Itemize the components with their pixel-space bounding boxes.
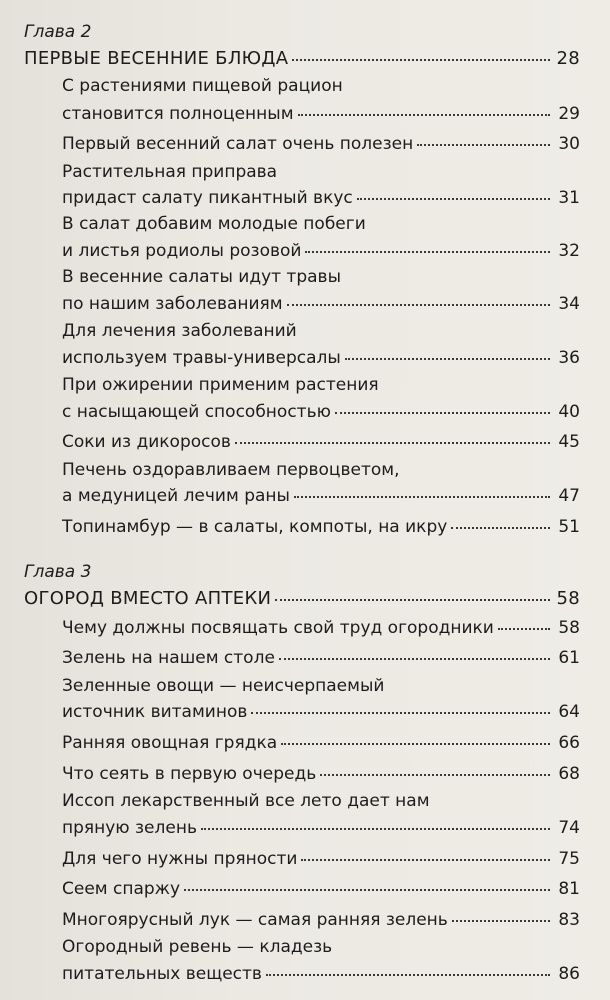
dot-leader	[184, 872, 550, 891]
page-number: 47	[558, 486, 580, 506]
page-number: 29	[558, 104, 580, 124]
page-number: 58	[558, 618, 580, 638]
toc-entry-text: С растениями пищевой рацион	[62, 76, 343, 96]
toc-entry-text: Печень оздоравливаем первоцветом,	[62, 460, 400, 480]
toc-entry-row	[62, 130, 580, 154]
chapter-label: Глава 2	[24, 22, 92, 42]
toc-entry-row	[62, 814, 580, 838]
toc-entry-row	[62, 729, 580, 753]
toc-entry-row	[62, 875, 580, 899]
page-number: 68	[558, 764, 580, 784]
toc-entry-text: по нашим заболеваниям	[62, 294, 283, 314]
toc-entry-row	[62, 614, 580, 638]
toc-entry-row	[62, 513, 580, 537]
dot-leader	[251, 695, 550, 714]
toc-entry-text: и листья родиолы розовой	[62, 241, 302, 261]
toc-entry-text: питательных веществ	[62, 964, 262, 984]
page-number: 31	[558, 188, 580, 208]
dot-leader	[417, 127, 550, 146]
toc-entry-text: Чему должны посвящать свой труд огородники	[62, 618, 494, 638]
page-number: 28	[556, 48, 580, 69]
dot-leader	[287, 287, 550, 306]
dot-leader	[452, 903, 550, 922]
toc-entry-row	[62, 237, 580, 261]
toc-entry-text: Многоярусный лук — самая ранняя зелень	[62, 910, 448, 930]
dot-leader	[235, 425, 550, 444]
toc-entry-text: придаст салату пикантный вкус	[62, 188, 353, 208]
toc-entry-text: Зеленные овощи — неисчерпаемый	[62, 676, 385, 696]
toc-entry-row	[62, 698, 580, 722]
toc-entry-text: используем травы-универсалы	[62, 348, 341, 368]
dot-leader	[451, 510, 550, 529]
toc-entry-row	[62, 184, 580, 208]
dot-leader	[201, 811, 550, 830]
dot-leader	[292, 41, 550, 61]
dot-leader	[298, 97, 550, 116]
toc-entry-text: Для чего нужны пряности	[62, 849, 298, 869]
chapter-title: ПЕРВЫЕ ВЕСЕННИЕ БЛЮДА	[24, 48, 289, 69]
dot-leader	[335, 395, 550, 414]
dot-leader	[279, 641, 550, 660]
toc-entry-text: Иссоп лекарственный все лето дает нам	[62, 791, 430, 811]
toc-entry-text: В салат добавим молодые побеги	[62, 214, 366, 234]
page-number: 83	[558, 910, 580, 930]
toc-entry-text: Ранняя овощная грядка	[62, 733, 278, 753]
toc-entry-row	[62, 290, 580, 314]
page-number: 74	[558, 818, 580, 838]
toc-entry-text: Соки из дикоросов	[62, 432, 231, 452]
toc-entry-text: При ожирении применим растения	[62, 375, 379, 395]
page-number: 86	[558, 964, 580, 984]
toc-entry-row	[62, 845, 580, 869]
chapter-label: Глава 3	[24, 562, 92, 582]
toc-entry-row	[62, 644, 580, 668]
toc-entry-text: с насыщающей способностью	[62, 402, 331, 422]
toc-entry-text: Для лечения заболеваний	[62, 321, 297, 341]
page-number: 64	[558, 702, 580, 722]
dot-leader	[305, 234, 550, 253]
chapter-title-row	[24, 44, 580, 69]
toc-entry-text: а медуницей лечим раны	[62, 486, 290, 506]
chapter-title: ОГОРОД ВМЕСТО АПТЕКИ	[24, 588, 272, 609]
dot-leader	[281, 726, 550, 745]
page-number: 32	[558, 241, 580, 261]
page-number: 58	[556, 588, 580, 609]
page-number: 61	[558, 648, 580, 668]
toc-entry-row	[62, 906, 580, 930]
page-number: 30	[558, 134, 580, 154]
chapter-title-row	[24, 584, 580, 609]
dot-leader	[266, 957, 550, 976]
toc-entry-text: Огородный ревень — кладезь	[62, 937, 333, 957]
toc-entry-row	[62, 398, 580, 422]
toc-entry-row	[62, 960, 580, 984]
toc-entry-row	[62, 344, 580, 368]
dot-leader	[301, 842, 550, 861]
dot-leader	[345, 341, 550, 360]
dot-leader	[294, 479, 550, 498]
page-number: 45	[558, 432, 580, 452]
dot-leader	[357, 181, 550, 200]
toc-entry-row	[62, 100, 580, 124]
toc-entry-text: Растительная приправа	[62, 162, 278, 182]
toc-entry-text: Что сеять в первую очередь	[62, 764, 317, 784]
toc-entry-text: Первый весенний салат очень полезен	[62, 134, 414, 154]
page-number: 66	[558, 733, 580, 753]
dot-leader	[275, 581, 550, 601]
page-number: 40	[558, 402, 580, 422]
toc-entry-text: Зелень на нашем столе	[62, 648, 275, 668]
toc-entry-text: В весенние салаты идут травы	[62, 267, 341, 287]
page-number: 75	[558, 849, 580, 869]
page-number: 36	[558, 348, 580, 368]
toc-entry-text: становится полноценным	[62, 104, 294, 124]
toc-entry-text: пряную зелень	[62, 818, 197, 838]
toc-entry-row	[62, 760, 580, 784]
toc-entry-text: Топинамбур — в салаты, компоты, на икру	[62, 517, 448, 537]
page-number: 34	[558, 294, 580, 314]
toc-entry-row	[62, 428, 580, 452]
toc-entry-row	[62, 482, 580, 506]
dot-leader	[498, 611, 550, 630]
page-number: 51	[558, 517, 580, 537]
toc-entry-text: Сеем спаржу	[62, 879, 181, 899]
toc-entry-text: источник витаминов	[62, 702, 248, 722]
page-number: 81	[558, 879, 580, 899]
dot-leader	[320, 757, 550, 776]
